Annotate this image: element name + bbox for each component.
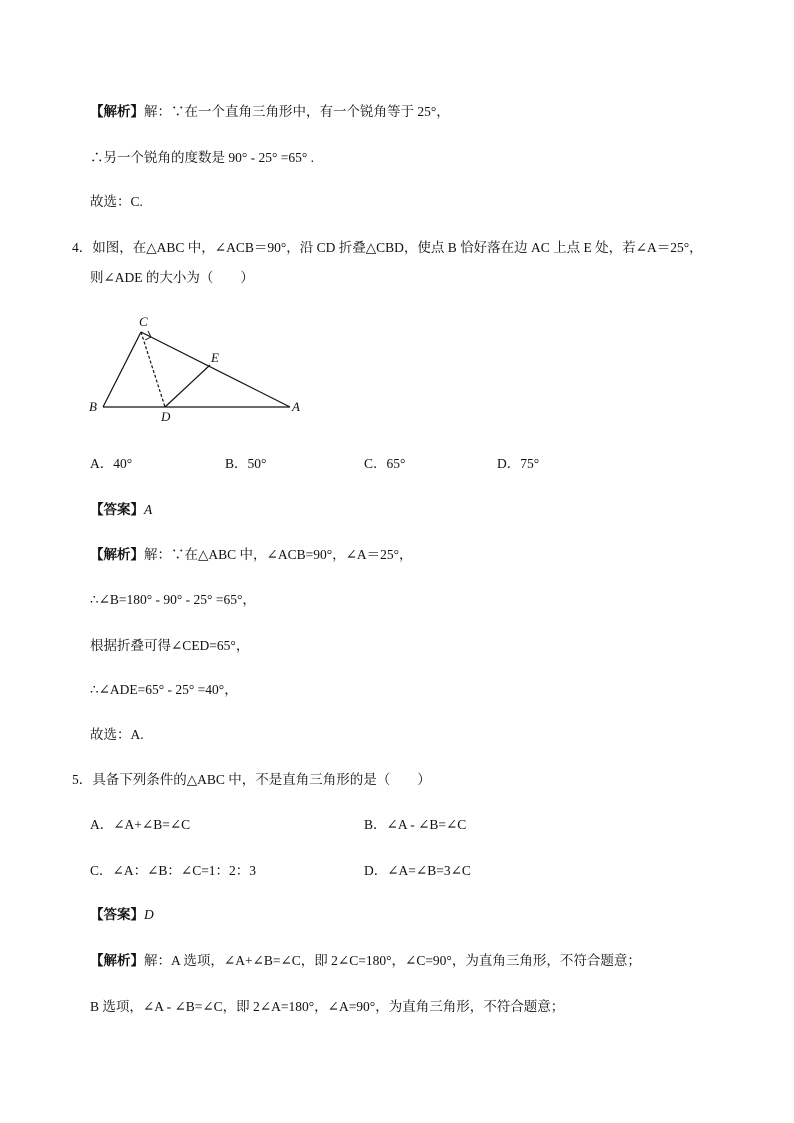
q4-analysis-line3: 根据折叠可得∠CED=65°，: [90, 638, 250, 653]
q4-option-b: B．50°: [225, 456, 267, 471]
q4-analysis-text: 解：∵在△ABC 中，∠ACB=90°，∠A＝25°，: [144, 547, 413, 562]
q4-choose-line: 故选：A.: [90, 727, 144, 742]
label-C: C: [139, 314, 148, 329]
q4-stem-line1: 4．如图，在△ABC 中，∠ACB＝90°，沿 CD 折叠△CBD，使点 B 恰好落在边 AC 上点 E 处，若∠A＝25°，: [72, 240, 703, 255]
q5-answer-line: [90, 905, 154, 925]
triangle-figure: [85, 310, 315, 430]
q5-stem: 5．具备下列条件的△ABC 中，不是直角三角形的是（ ）: [72, 772, 431, 787]
q4-option-d: D．75°: [497, 456, 540, 471]
q4-answer-line: [90, 500, 152, 520]
q4-option-c: C．65°: [364, 456, 406, 471]
q5-answer-value: D: [144, 907, 154, 922]
q3-analysis-text: 解：∵在一个直角三角形中，有一个锐角等于 25°，: [144, 104, 450, 119]
q4-stem-line2: 则∠ADE 的大小为（ ）: [90, 270, 254, 285]
q4-analysis-line2: ∴∠B=180° - 90° - 25° =65°，: [90, 592, 256, 607]
segment-CA: [141, 332, 290, 407]
q5-option-a: A．∠A+∠B=∠C: [90, 817, 191, 832]
analysis-tag: 【解析】: [90, 953, 144, 968]
q4-analysis-line4: ∴∠ADE=65° - 25° =40°，: [90, 682, 238, 697]
answer-tag: 【答案】: [90, 502, 144, 517]
analysis-tag: 【解析】: [90, 547, 144, 562]
label-D: D: [161, 409, 171, 424]
answer-tag: 【答案】: [90, 907, 144, 922]
segment-CD-dashed: [141, 332, 165, 407]
q5-option-d: D．∠A=∠B=3∠C: [364, 863, 471, 878]
analysis-tag: 【解析】: [90, 104, 144, 119]
q5-analysis-line2: B 选项，∠A - ∠B=∠C，即 2∠A=180°，∠A=90°，为直角三角形，不符合题意；: [90, 999, 565, 1014]
q3-analysis-line2: ∴另一个锐角的度数是 90° - 25° =65° .: [90, 150, 315, 165]
label-E: E: [211, 350, 219, 365]
q3-choose-line: 故选：C.: [90, 194, 143, 209]
q5-analysis-text: 解：A 选项，∠A+∠B=∠C，即 2∠C=180°，∠C=90°，为直角三角形，不符合题意；: [144, 953, 641, 968]
q5-analysis-line1: [90, 951, 641, 971]
label-B: B: [89, 399, 97, 414]
q4-option-a: A．40°: [90, 456, 133, 471]
q3-analysis-line1: [90, 102, 450, 122]
q4-analysis-line1: [90, 545, 413, 565]
label-A: A: [292, 399, 300, 414]
q5-option-b: B．∠A - ∠B=∠C: [364, 817, 467, 832]
segment-DE: [165, 365, 210, 407]
q5-option-c: C．∠A：∠B：∠C=1：2：3: [90, 863, 257, 878]
segment-BC: [103, 332, 141, 407]
q4-answer-value: A: [144, 502, 153, 517]
